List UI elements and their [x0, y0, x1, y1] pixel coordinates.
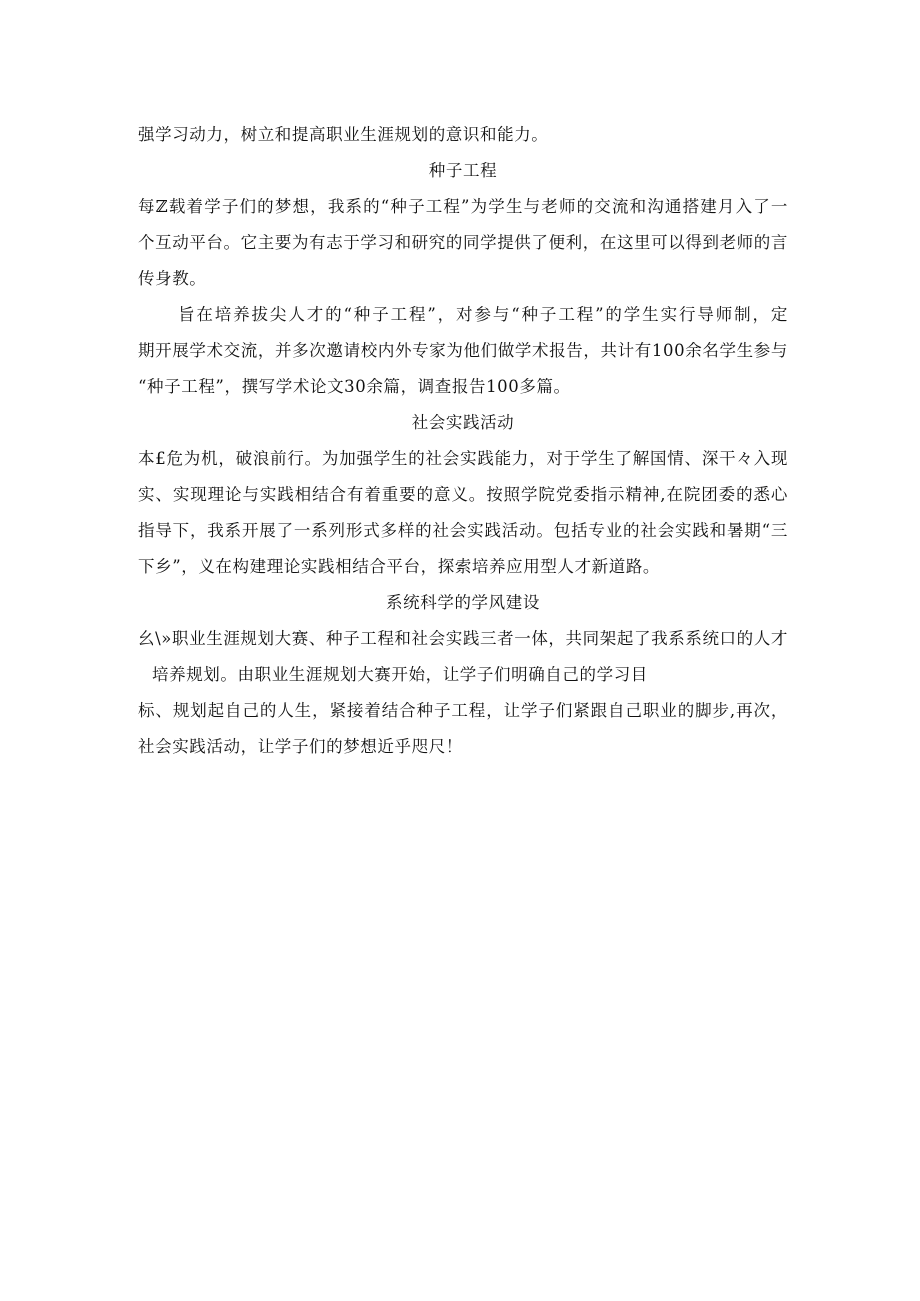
heading-study-style: 系统科学的学风建设: [386, 593, 540, 612]
text-line: 每ℤ载着学子们的梦想，我系的“种子工程”为学生与老师的交流和沟通搭建月入了一: [138, 197, 788, 216]
text-line: 幺\»职业生涯规划大赛、种子工程和社会实践三者一体，共同架起了我系系统口的人才: [138, 629, 788, 648]
text-line: 标、规划起自己的人生，紧接着结合种子工程，让学子们紧跟自己职业的脚步,再次，: [138, 701, 788, 720]
text-line: 传身教。: [138, 269, 207, 288]
text-line: “种子工程”，撰写学术论文30余篇，调查报告100多篇。: [138, 377, 571, 396]
text-line: 本£危为机，破浪前行。为加强学生的社会实践能力，对于学生了解国情、深干々入现: [138, 449, 788, 468]
text-line: 指导下，我系开展了一系列形式多样的社会实践活动。包括专业的社会实践和暑期“三: [138, 521, 788, 540]
text-line: 期开展学术交流，并多次邀请校内外专家为他们做学术报告，共计有100余名学生参与: [138, 341, 788, 360]
document-body: [138, 117, 788, 765]
style-paragraph: [138, 621, 788, 765]
text-line: 旨在培养拔尖人才的“种子工程”，对参与“种子工程”的学生实行导师制，定: [178, 305, 788, 324]
text-line: 培养规划。由职业生涯规划大赛开始，让学子们明确自己的学习目: [152, 665, 648, 684]
seed-paragraph-1: [138, 189, 788, 297]
text-line: 实、实现理论与实践相结合有着重要的意义。按照学院党委指示精神,在院团委的悉心: [138, 485, 788, 504]
practice-paragraph: [138, 441, 788, 585]
seed-paragraph-2: [138, 297, 788, 405]
text-line: 下乡”，义在构建理论实践相结合平台，探索培养应用型人才新道路。: [138, 557, 661, 576]
heading-seed-project: 种子工程: [428, 161, 498, 180]
intro-line: 强学习动力，树立和提高职业生涯规划的意识和能力。: [138, 125, 549, 144]
text-line: 个互动平台。它主要为有志于学习和研究的同学提供了便利，在这里可以得到老师的言: [138, 233, 788, 252]
heading-social-practice: 社会实践活动: [411, 413, 515, 432]
text-line: 社会实践活动，让学子们的梦想近乎咫尺！: [138, 737, 463, 756]
